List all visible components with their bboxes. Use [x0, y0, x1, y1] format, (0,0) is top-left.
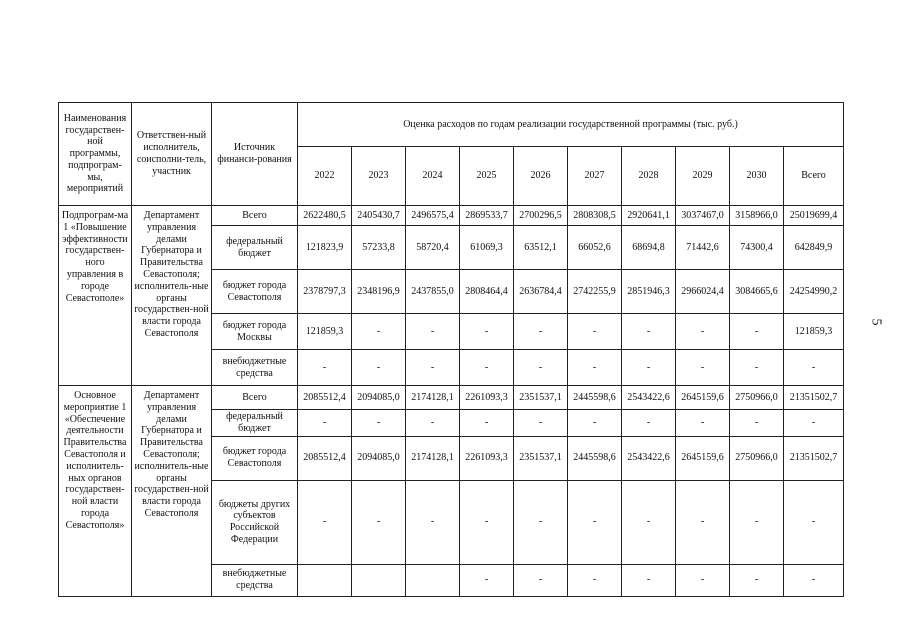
funding-source-cell: Всего	[212, 386, 298, 410]
year-value-cell: -	[568, 564, 622, 596]
table-row	[59, 206, 844, 226]
funding-source-cell: бюджет города Севастополя	[212, 436, 298, 480]
year-value-cell: -	[460, 314, 514, 350]
year-value-cell: 2351537,1	[514, 436, 568, 480]
year-value-cell: -	[568, 410, 622, 437]
year-value-cell: 63512,1	[514, 226, 568, 270]
year-value-cell: 2543422,6	[622, 386, 676, 410]
total-value-cell: 24254990,2	[784, 270, 844, 314]
year-value-cell: 2094085,0	[352, 386, 406, 410]
funding-source-cell: бюджет города Севастополя	[212, 270, 298, 314]
year-value-cell: -	[730, 410, 784, 437]
year-header: 2029	[676, 147, 730, 206]
year-value-cell	[298, 564, 352, 596]
page-number: 5	[868, 318, 884, 326]
funding-source-cell: внебюджетные средства	[212, 564, 298, 596]
year-value-cell: -	[622, 350, 676, 386]
total-value-cell: 642849,9	[784, 226, 844, 270]
program-name-cell: Основное мероприятие 1 «Обеспечение деятельности Правительства Севастополя и исполнитель-ных органов государствен-ной власти города Севастополя»	[59, 386, 132, 597]
year-header: 2030	[730, 147, 784, 206]
year-value-cell: -	[406, 314, 460, 350]
funding-source-cell: внебюджетные средства	[212, 350, 298, 386]
year-value-cell: -	[676, 480, 730, 564]
year-value-cell: -	[676, 350, 730, 386]
year-value-cell: -	[514, 564, 568, 596]
year-header: 2026	[514, 147, 568, 206]
year-value-cell: 121823,9	[298, 226, 352, 270]
year-value-cell: -	[514, 314, 568, 350]
year-value-cell: 2261093,3	[460, 436, 514, 480]
year-value-cell: -	[460, 480, 514, 564]
year-value-cell: 71442,6	[676, 226, 730, 270]
year-value-cell: 2378797,3	[298, 270, 352, 314]
year-value-cell: -	[730, 314, 784, 350]
year-value-cell: 2348196,9	[352, 270, 406, 314]
year-value-cell: 3084665,6	[730, 270, 784, 314]
year-value-cell: 74300,4	[730, 226, 784, 270]
year-value-cell: -	[676, 410, 730, 437]
year-value-cell: 2700296,5	[514, 206, 568, 226]
year-value-cell: 121859,3	[298, 314, 352, 350]
year-value-cell: -	[298, 350, 352, 386]
year-header: 2023	[352, 147, 406, 206]
responsible-cell: Департамент управления делами Губернатора и Правительства Севастополя; исполнитель-ные органы государствен-ной власти города Севастополя	[132, 386, 212, 597]
year-value-cell: 2445598,6	[568, 436, 622, 480]
year-value-cell: 2437855,0	[406, 270, 460, 314]
total-value-cell: 21351502,7	[784, 386, 844, 410]
total-value-cell: 21351502,7	[784, 436, 844, 480]
year-header: 2028	[622, 147, 676, 206]
year-value-cell: -	[352, 410, 406, 437]
year-value-cell: 2174128,1	[406, 436, 460, 480]
year-value-cell: -	[460, 410, 514, 437]
year-value-cell: -	[298, 480, 352, 564]
year-value-cell: -	[352, 350, 406, 386]
year-value-cell: 61069,3	[460, 226, 514, 270]
year-value-cell: 2966024,4	[676, 270, 730, 314]
year-header: 2027	[568, 147, 622, 206]
year-header: 2025	[460, 147, 514, 206]
year-value-cell: -	[730, 350, 784, 386]
year-value-cell	[352, 564, 406, 596]
year-value-cell: 57233,8	[352, 226, 406, 270]
year-value-cell: 68694,8	[622, 226, 676, 270]
year-value-cell: -	[676, 314, 730, 350]
year-value-cell: -	[568, 350, 622, 386]
year-value-cell: 2645159,6	[676, 386, 730, 410]
year-value-cell: 2445598,6	[568, 386, 622, 410]
year-value-cell: 58720,4	[406, 226, 460, 270]
year-value-cell: 2622480,5	[298, 206, 352, 226]
year-value-cell	[406, 564, 460, 596]
year-value-cell: -	[730, 564, 784, 596]
year-value-cell: -	[352, 314, 406, 350]
year-value-cell: -	[460, 564, 514, 596]
year-value-cell: 2085512,4	[298, 436, 352, 480]
year-value-cell: 2750966,0	[730, 386, 784, 410]
year-value-cell: 2920641,1	[622, 206, 676, 226]
year-value-cell: -	[514, 410, 568, 437]
funding-source-cell: бюджеты других субъектов Российской Федерации	[212, 480, 298, 564]
year-value-cell: -	[730, 480, 784, 564]
year-value-cell: -	[406, 350, 460, 386]
total-value-cell: -	[784, 350, 844, 386]
total-value-cell: -	[784, 480, 844, 564]
year-value-cell: 2351537,1	[514, 386, 568, 410]
year-value-cell: -	[514, 350, 568, 386]
total-value-cell: 25019699,4	[784, 206, 844, 226]
budget-table	[58, 102, 844, 597]
year-value-cell: 66052,6	[568, 226, 622, 270]
year-value-cell: 2869533,7	[460, 206, 514, 226]
year-value-cell: 2851946,3	[622, 270, 676, 314]
year-value-cell: 2808464,4	[460, 270, 514, 314]
year-value-cell: -	[406, 480, 460, 564]
total-value-cell: 121859,3	[784, 314, 844, 350]
year-value-cell: -	[568, 480, 622, 564]
year-value-cell: -	[676, 564, 730, 596]
funding-source-cell: Всего	[212, 206, 298, 226]
year-value-cell: -	[406, 410, 460, 437]
header-estimate: Оценка расходов по годам реализации государственной программы (тыс. руб.)	[298, 103, 844, 147]
year-value-cell: -	[622, 410, 676, 437]
funding-source-cell: федеральный бюджет	[212, 410, 298, 437]
year-value-cell: 2094085,0	[352, 436, 406, 480]
year-value-cell: 2496575,4	[406, 206, 460, 226]
year-value-cell: 2405430,7	[352, 206, 406, 226]
year-value-cell: 2261093,3	[460, 386, 514, 410]
year-value-cell: 2174128,1	[406, 386, 460, 410]
total-value-cell: -	[784, 410, 844, 437]
year-value-cell: -	[568, 314, 622, 350]
year-value-cell: -	[622, 564, 676, 596]
year-value-cell: 3037467,0	[676, 206, 730, 226]
year-value-cell: -	[622, 314, 676, 350]
program-name-cell: Подпрограм-ма 1 «Повышение эффективности государствен-ного управления в городе Севастополе»	[59, 206, 132, 386]
year-value-cell: 3158966,0	[730, 206, 784, 226]
year-value-cell: 2808308,5	[568, 206, 622, 226]
funding-source-cell: федеральный бюджет	[212, 226, 298, 270]
year-value-cell: -	[298, 410, 352, 437]
responsible-cell: Департамент управления делами Губернатора и Правительства Севастополя; исполнитель-ные органы государствен-ной власти города Севастополя	[132, 206, 212, 386]
header-source: Источник финанси-рования	[212, 103, 298, 206]
year-value-cell: 2645159,6	[676, 436, 730, 480]
year-value-cell: 2742255,9	[568, 270, 622, 314]
year-value-cell: 2636784,4	[514, 270, 568, 314]
header-name: Наименования государствен-ной программы, подпрограм-мы, мероприятий	[59, 103, 132, 206]
year-value-cell: -	[460, 350, 514, 386]
year-value-cell: -	[352, 480, 406, 564]
year-value-cell: -	[514, 480, 568, 564]
total-value-cell: -	[784, 564, 844, 596]
year-value-cell: 2543422,6	[622, 436, 676, 480]
year-value-cell: 2750966,0	[730, 436, 784, 480]
year-header: 2022	[298, 147, 352, 206]
table-row	[59, 386, 844, 410]
year-value-cell: 2085512,4	[298, 386, 352, 410]
year-header: 2024	[406, 147, 460, 206]
header-responsible: Ответствен-ный исполнитель, соисполни-тель, участник	[132, 103, 212, 206]
year-value-cell: -	[622, 480, 676, 564]
total-header: Всего	[784, 147, 844, 206]
funding-source-cell: бюджет города Москвы	[212, 314, 298, 350]
